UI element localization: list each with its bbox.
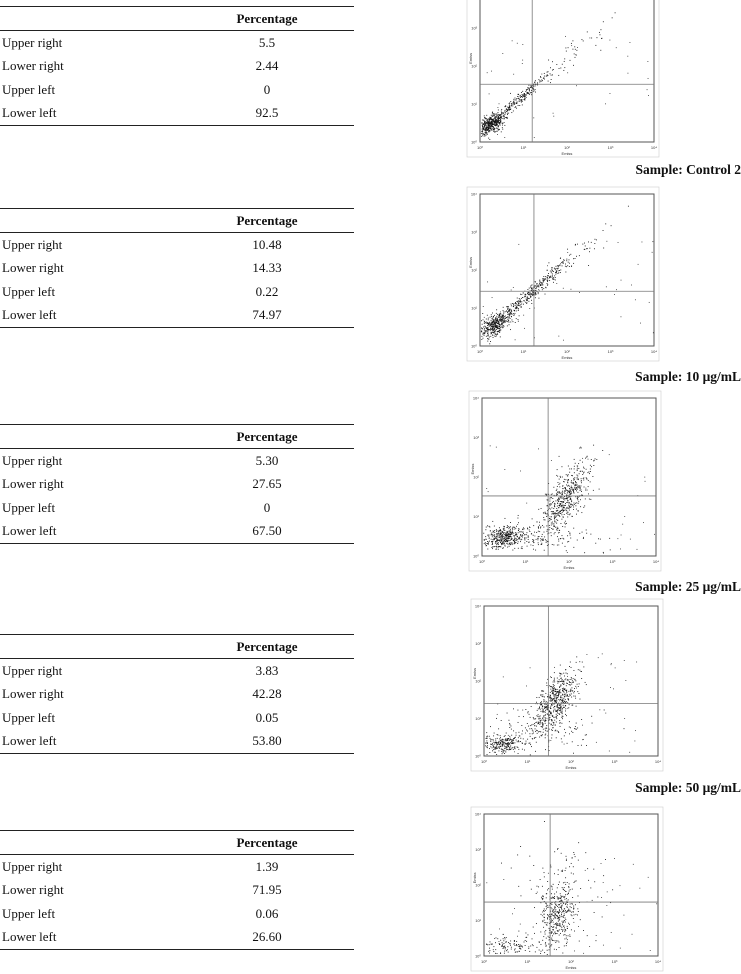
table-row [0,280,354,304]
x-tick-label: 10⁴ [650,145,658,150]
row-value: 27.65 [252,476,282,492]
flow-cytometry-plot-3 [468,390,662,572]
row-label: Upper left [2,81,56,97]
table-header-percentage: Percentage [180,635,354,659]
row-label: Lower right [2,58,64,74]
table-header-percentage: Percentage [180,209,354,233]
x-tick-label: 10⁰ [480,959,488,964]
y-tick-label: 10⁰ [472,553,479,559]
y-tick-label: 10⁰ [474,753,481,759]
x-tick-label: 10² [568,759,574,764]
row-value: 74.97 [180,304,354,328]
row-label: Lower left [0,730,180,754]
scatter-plot-svg [470,598,664,772]
y-tick-label: 10² [475,678,481,684]
y-tick-label: 10⁴ [472,395,479,401]
y-tick-label: 10⁴ [470,191,477,197]
y-tick-label: 10² [471,63,477,69]
x-tick-label: 10³ [611,959,618,964]
row-label: Upper left [2,499,56,515]
table-header-blank [0,7,180,31]
table-row [0,659,354,683]
x-axis-label: Emiss [561,151,573,156]
y-tick-label: 10¹ [475,918,481,923]
x-tick-label: 10² [564,349,570,354]
row-value: 14.33 [252,260,282,276]
row-value: 67.50 [180,520,354,544]
row-label: Upper right [2,858,63,874]
plot-frame [484,814,658,956]
sample-caption-4: Sample: 50 μg/mL [635,780,741,795]
table-row [0,257,354,281]
table-header-blank [0,425,180,449]
table-header-blank [0,635,180,659]
row-value: 10.48 [252,236,282,252]
y-axis-label: Emiss [470,463,475,475]
flow-cytometry-plot-5 [470,806,664,972]
x-axis-label: Emiss [561,355,573,360]
x-tick-label: 10⁴ [652,559,660,564]
table-row [0,926,354,950]
x-axis-label: Emiss [565,765,577,770]
y-tick-label: 10¹ [471,101,477,107]
row-value: 1.39 [255,858,279,874]
x-tick-label: 10³ [611,759,618,764]
flow-cytometry-plot-2 [466,186,660,362]
table-header-blank [0,831,180,855]
y-axis-label: Emiss [468,256,473,268]
table-row [0,683,354,707]
y-axis-label: Emiss [472,872,477,884]
table-row [0,304,354,328]
x-tick-label: 10² [566,559,572,564]
row-value: 2.44 [255,58,279,74]
row-value: 53.80 [180,730,354,754]
sample-caption-1: Sample: Control 2 [635,162,741,177]
flow-cytometry-plot-4 [470,598,664,772]
y-tick-label: 10⁰ [474,953,481,959]
row-label: Lower left [0,926,180,950]
row-label: Lower left [0,102,180,126]
y-tick-label: 10² [473,474,479,480]
row-value: 5.5 [258,34,276,50]
y-tick-label: 10⁰ [470,343,477,349]
row-value: 5.30 [255,452,279,468]
x-tick-label: 10³ [609,559,616,564]
table-row [0,31,354,55]
row-value: 0.22 [255,283,279,299]
table-row [0,902,354,926]
y-tick-label: 10¹ [475,716,481,721]
x-tick-label: 10⁰ [476,145,484,150]
scatter-plot-svg [466,186,660,362]
table-row [0,879,354,903]
plot-frame [482,398,656,556]
row-value: 71.95 [252,882,282,898]
plot-frame [480,0,654,142]
y-tick-label: 10¹ [473,514,479,519]
quadrant-table-5 [0,830,354,950]
row-value: 42.28 [252,686,282,702]
table-row [0,78,354,102]
quadrant-table-3 [0,424,354,544]
x-tick-label: 10¹ [524,759,531,764]
table-header-percentage: Percentage [180,7,354,31]
x-tick-label: 10⁰ [478,559,486,564]
sample-caption-2: Sample: 10 μg/mL [635,369,741,384]
table-row [0,102,354,126]
y-tick-label: 10⁴ [474,603,481,609]
table-row [0,55,354,79]
y-tick-label: 10³ [471,229,477,235]
y-tick-label: 10³ [475,847,481,852]
row-value: 0.06 [255,905,279,921]
row-value: 0 [263,81,271,97]
row-value: 26.60 [180,926,354,950]
y-tick-label: 10³ [471,25,477,31]
row-label: Lower right [2,686,64,702]
table-header-blank [0,209,180,233]
row-label: Upper right [2,236,63,252]
x-tick-label: 10¹ [520,349,527,354]
y-tick-label: 10¹ [471,305,477,311]
table-row [0,233,354,257]
row-label: Lower left [0,304,180,328]
y-tick-label: 10⁴ [474,811,481,817]
row-label: Upper left [2,905,56,921]
row-label: Upper left [2,283,56,299]
quadrant-table-2 [0,208,354,328]
y-tick-label: 10⁰ [470,139,477,145]
y-axis-label: Emiss [472,668,477,679]
y-tick-label: 10² [471,267,477,273]
table-row [0,473,354,497]
quadrant-table-1 [0,6,354,126]
scatter-plot-svg [468,390,662,572]
table-header-percentage: Percentage [180,425,354,449]
table-row [0,730,354,754]
row-label: Lower right [2,882,64,898]
table-row [0,496,354,520]
scatter-plot-svg [470,806,664,972]
x-tick-label: 10⁴ [654,959,662,964]
x-tick-label: 10¹ [522,559,529,564]
x-tick-label: 10² [564,145,570,150]
x-tick-label: 10³ [607,349,614,354]
table-row [0,449,354,473]
sample-caption-3: Sample: 25 μg/mL [635,579,741,594]
table-row [0,855,354,879]
flow-cytometry-plot-1 [466,0,660,158]
x-tick-label: 10¹ [520,145,527,150]
row-label: Upper left [2,709,56,725]
row-label: Upper right [2,662,63,678]
y-tick-label: 10² [475,882,481,888]
table-header-percentage: Percentage [180,831,354,855]
row-label: Upper right [2,34,63,50]
x-tick-label: 10⁴ [654,759,662,764]
row-label: Lower left [0,520,180,544]
x-tick-label: 10¹ [524,959,531,964]
row-value: 0 [263,499,271,515]
table-row [0,520,354,544]
y-tick-label: 10³ [473,435,479,440]
scatter-plot-svg [466,0,660,158]
row-value: 3.83 [255,662,279,678]
table-row [0,706,354,730]
x-tick-label: 10⁴ [650,349,658,354]
y-axis-label: Emiss [468,52,473,64]
row-value: 92.5 [180,102,354,126]
plot-frame [480,194,654,346]
row-label: Upper right [2,452,63,468]
y-tick-label: 10³ [475,641,481,646]
x-axis-label: Emiss [563,565,575,570]
x-axis-label: Emiss [565,965,577,970]
row-label: Lower right [2,476,64,492]
row-label: Lower right [2,260,64,276]
x-tick-label: 10⁰ [476,349,484,354]
plot-frame [484,606,658,756]
x-tick-label: 10⁰ [480,759,488,764]
quadrant-table-4 [0,634,354,754]
x-tick-label: 10² [568,959,574,964]
row-value: 0.05 [255,709,279,725]
x-tick-label: 10³ [607,145,614,150]
